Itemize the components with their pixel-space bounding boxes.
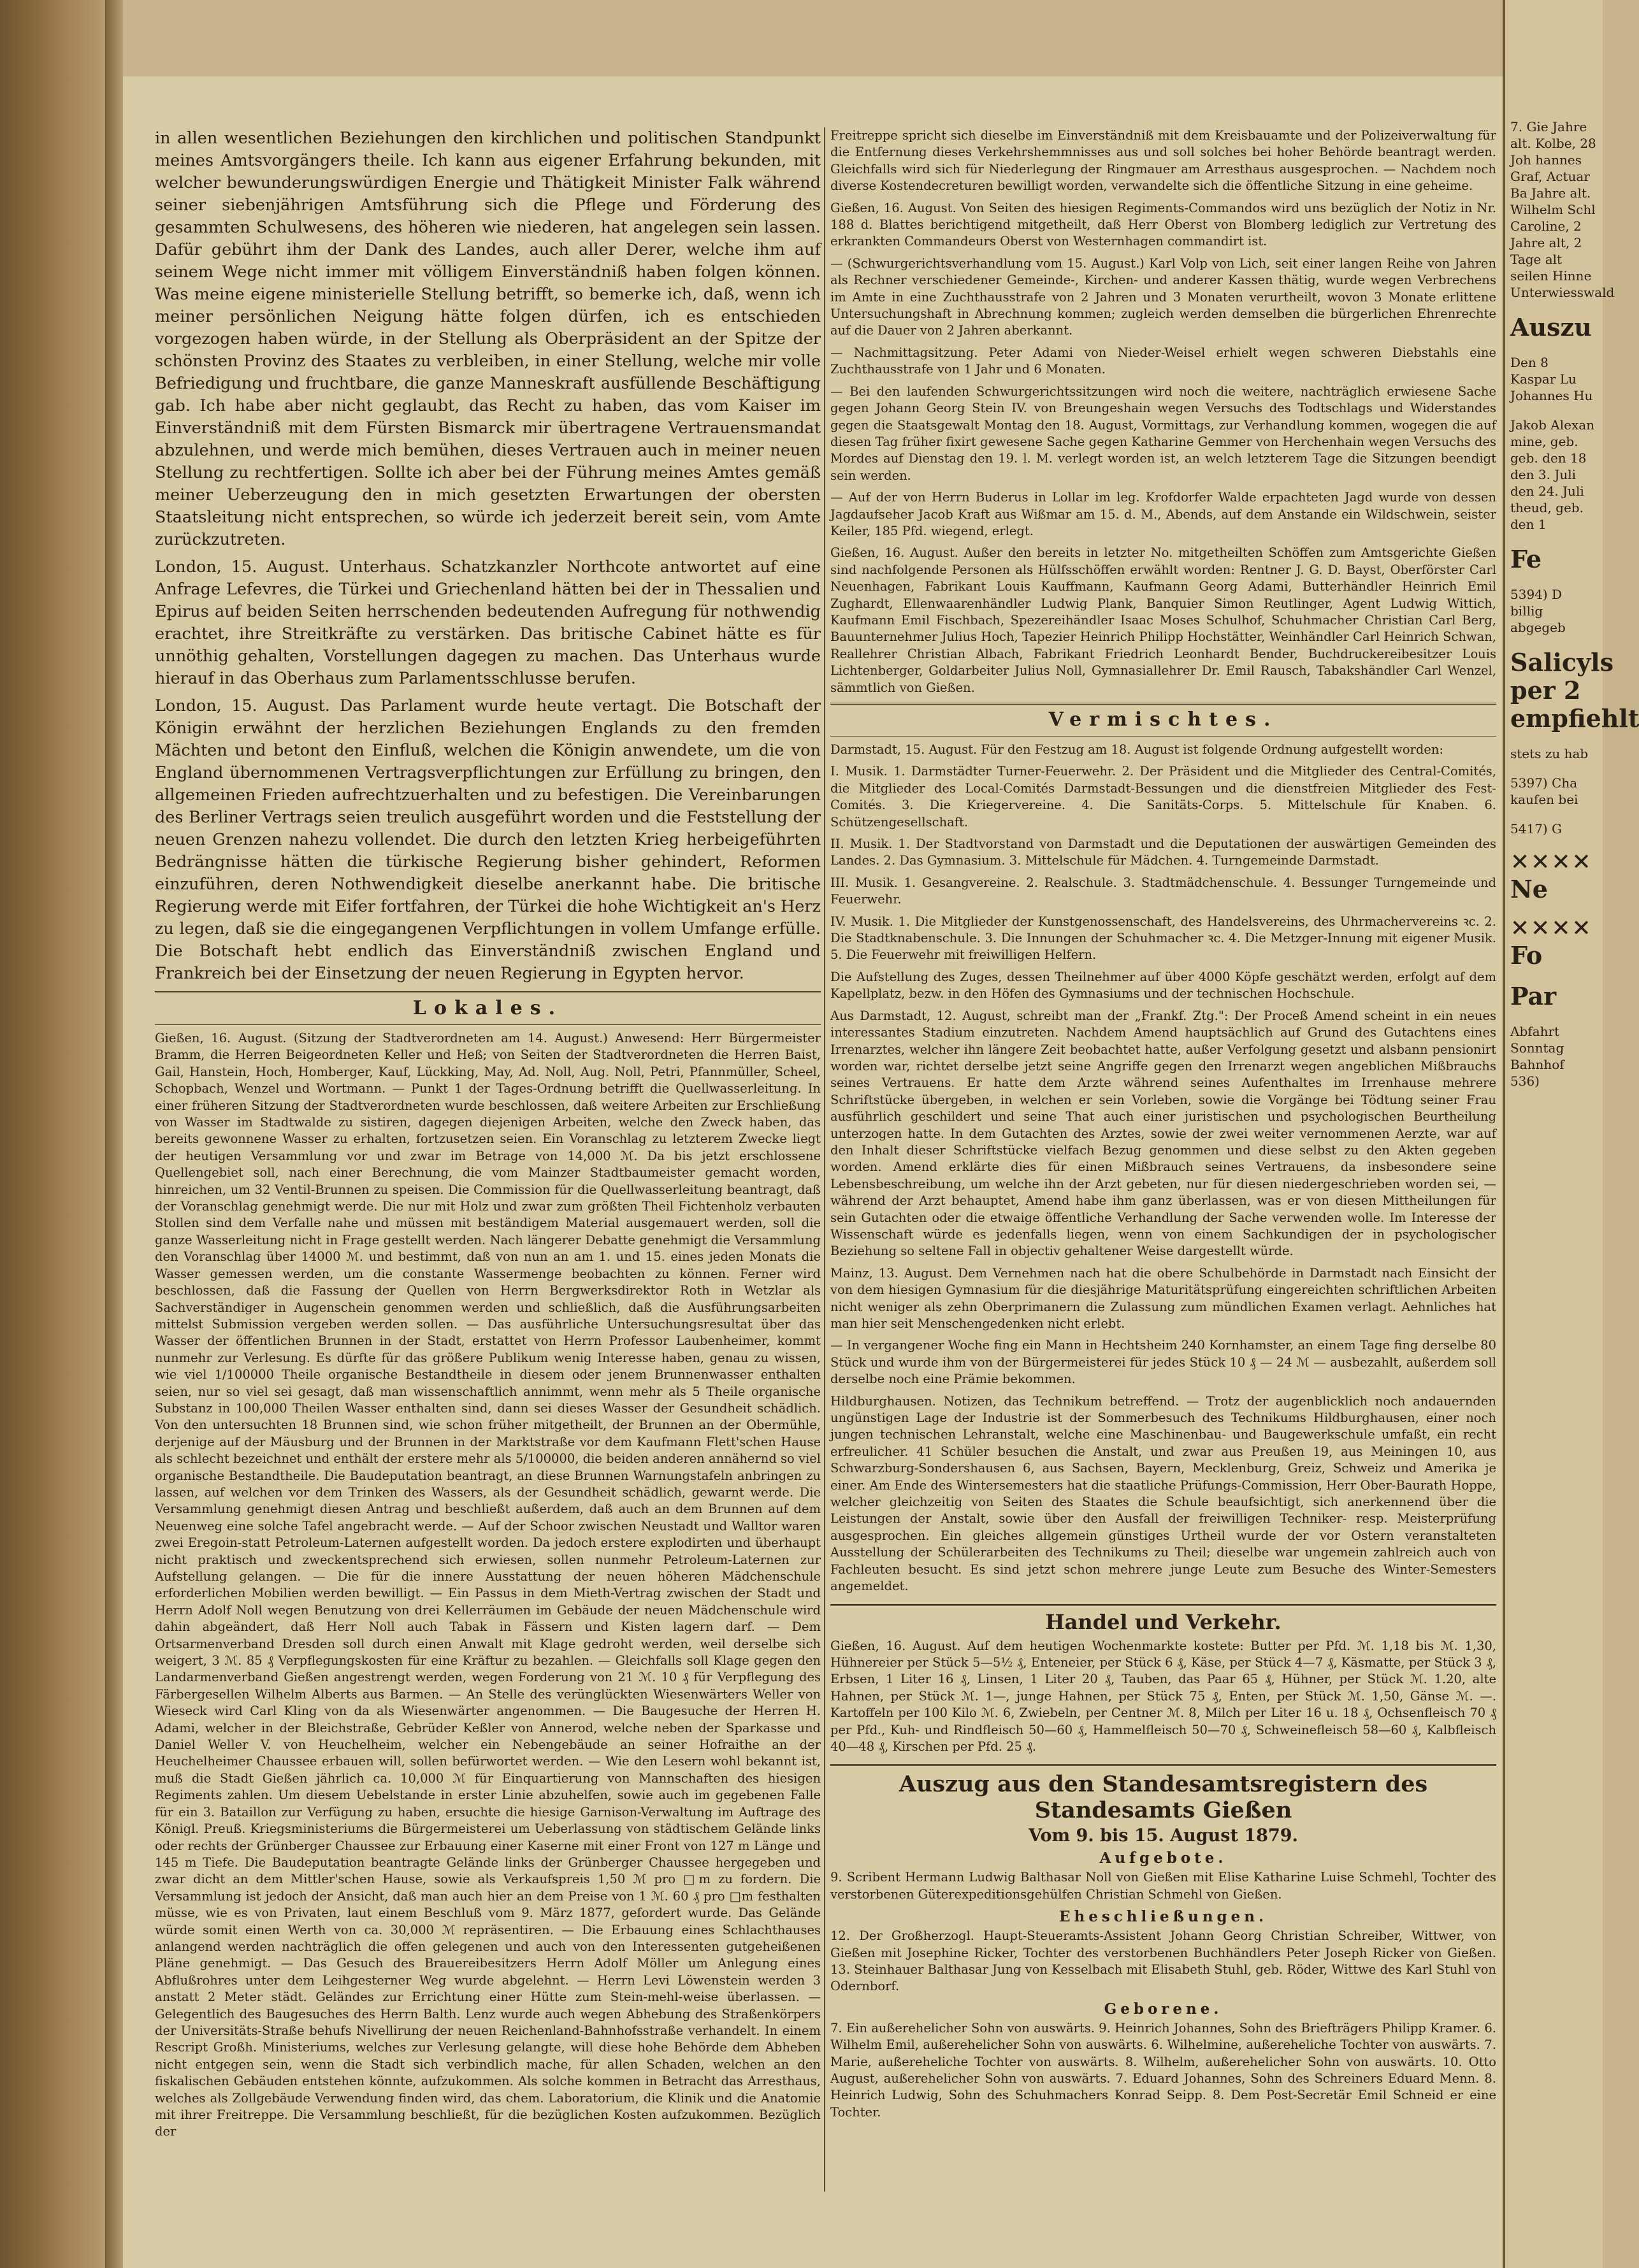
ornament-border: ✕✕✕✕	[1510, 915, 1592, 942]
column-divider	[824, 127, 825, 2192]
adjacent-fragment: stets zu hab	[1510, 746, 1589, 761]
adjacent-fragment: 5417) G	[1510, 821, 1563, 836]
adjacent-fragment: 5394) D billig abgegeb	[1510, 587, 1566, 635]
vermischtes-item: I. Musik. 1. Darmstädter Turner-Feuerwehr. 2. Der Präsident und die Mitglieder des Central-Comités, die Mitglieder des Local-Comités Darmstadt-Bessungen und die dienstfreien Mitglieder des Fest-Comités. 3. Die Kriegervereine. 4. Die Sanitäts-Corps. 5. Mittelschule für Knaben. 6. Schützengesellschaft.	[830, 764, 1496, 829]
vermischtes-item: Die Aufstellung des Zuges, dessen Theilnehmer auf über 4000 Köpfe geschätzt werden, erfolgt auf dem Kapellplatz, bezw. in den Höfen des Gymnasiums und der technischen Hochschule.	[830, 969, 1496, 1001]
article-stein: — Bei den laufenden Schwurgerichtssitzungen wird noch die weitere, nachträglich erwiesene Sache gegen Johann Georg Stein IV. von Breungeshain wegen Versuchs des Todtschlags und Widerstandes gegen die Staatsgewalt Montag den 18. August, Vormittags, zur Verhandlung kommen, wogegen die auf diesen Tag früher fixirt gewesene Sache gegen Katharine Gemmer von Herchenhain wegen Versuchs des Mordes auf Dienstag den 19. l. M. verlegt worden ist, an welch letzterem Tage die Sitzungen beendigt sein werden.	[830, 384, 1496, 483]
ehe-text: 12. Der Großherzogl. Haupt-Steueramts-Assistent Johann Georg Christian Schreiber, Wittwer, von Gießen mit Josephine Ricker, Tochter des verstorbenen Buchhändlers Peter Joseph Ricker von Gießen. 13. Steinhauer Balthasar Jung von Kesselbach mit Elisabeth Stuhl, geb. Röder, Wittwe des Karl Stuhl von Odernborf.	[830, 1928, 1496, 1994]
adjacent-fragment: 5397) Cha kaufen bei	[1510, 775, 1578, 807]
article-nachmittag: — Nachmittagsitzung. Peter Adami von Nieder-Weisel erhielt wegen schweren Diebstahls eine Zuchthausstrafe von 1 Jahr und 6 Monaten.	[830, 345, 1496, 377]
aufgebote-text: 9. Scribent Hermann Ludwig Balthasar Noll von Gießen mit Elise Katharine Luise Schmehl, Tochter des verstorbenen Güterexpeditionsgehülfen Christian Schmehl von Gießen.	[830, 1870, 1496, 1902]
lokales-heading: Lokales.	[155, 991, 821, 1025]
right-column	[830, 127, 1496, 2198]
adjacent-page-edge	[1503, 0, 1639, 2268]
ehe-heading: Eheschließungen.	[1058, 1908, 1268, 1926]
vermischtes-item: III. Musik. 1. Gesangvereine. 2. Realschule. 3. Stadtmädchenschule. 4. Bessunger Turngemeinde und Feuerwehr.	[830, 875, 1496, 907]
handel-section	[830, 1638, 1496, 1756]
lokales-section	[155, 1030, 821, 2141]
adjacent-fragment: Salicyls per 2 empfiehlt	[1510, 648, 1639, 733]
adjacent-fragment: Den 8 Kaspar Lu Johannes Hu	[1510, 355, 1593, 403]
vermischtes-heading: Vermischtes.	[830, 703, 1496, 736]
adjacent-fragment: Ne	[1510, 875, 1548, 903]
lokales-article: Gießen, 16. August. (Sitzung der Stadtverordneten am 14. August.) Anwesend: Herr Bürgermeister Bramm, die Herren Beigeordneten Keller und Heß; von Seiten der Stadtverordneten die Herren Baist, Gail, Hanstein, Hoch, Homberger, Kauf, Lückking, May, Ad. Noll, Aug. Noll, Petri, Pfannmüller, Scheel, Schopbach, Wenzel und Wortmann. — Punkt 1 der Tages-Ordnung betrifft die Quellwasserleitung. In einer früheren Sitzung der Stadtverordneten wurde beschlossen, daß weitere Arbeiten zur Erschließung von Wasser im Stadtwalde zu sistiren, dagegen diejenigen Arbeiten, welche den Zweck haben, das bereits gewonnene Wasser zu erhalten, fortzusetzen seien. Ein Voranschlag zu letzterem Zwecke liegt der heutigen Versammlung vor und zwar im Betrage von 14,000 ℳ. Da bis jetzt erschlossene Quellengebiet soll, nach einer Berechnung, die vom Mainzer Stadtbaumeister gemacht worden, hinreichen, um 32 Ventil-Brunnen zu speisen. Die Commission für die Quellwasserleitung beantragt, daß der Voranschlag genehmigt werde. Die nur mit Holz und zwar zum größten Theil Fichtenholz verbauten Stollen sind dem Verfalle nahe und müssen mit beständigem Material ausgemauert werden, soll die ganze Wasserleitung nicht in Frage gestellt werden. Nach längerer Debatte genehmigt die Versammlung den Voranschlag über 14000 ℳ. und bestimmt, daß von nun an am 1. und 15. eines jeden Monats die Wasser gemessen werden, um die constante Wassermenge beobachten zu können. Ferner wird beschlossen, daß die Fassung der Quellen von Herrn Bergwerksdirektor Roth in Wetzlar als Sachverständiger in Augenschein genommen werden und schließlich, daß die Ausführungsarbeiten mittelst Submission vergeben werden sollen. — Das ausführliche Untersuchungsresultat über das Wasser der öffentlichen Brunnen in der Stadt, erstattet von Herrn Professor Laubenheimer, kommt nunmehr zur Verlesung. Es dürfte für das größere Publikum wenig Interesse haben, genau zu wissen, wie viel 1/100000 Theile organische Bestandtheile in diesem oder jenem Brunnenwasser enthalten seien, nur so viel sei gesagt, daß man wissenschaftlich annimmt, wenn mehr als 5 Theile organische Substanz in 100,000 Theilen Wasser enthalten sind, dann sei dieses Wasser der Gesundheit schädlich. Von den untersuchten 18 Brunnen sind, wie schon früher mitgetheilt, der Brunnen an der Obermühle, derjenige auf der Mäusburg und der Brunnen in der Marktstraße vor dem Kaufmann Flett'schen Hause als schlecht bezeichnet und enthält der erstere mehr als 5/100000, die beiden anderen annähernd so viel organische Bestandtheile. Die Baudeputation beantragt, an diese Brunnen Warnungstafeln anbringen zu lassen, auf welchen vor dem Trinken des Wassers, als der Gesundheit schädlich, gewarnt werde. Die Versammlung genehmigt diesen Antrag und beschließt außerdem, daß auch an dem Brunnen auf dem Neuenweg eine solche Tafel angebracht werde. — Auf der Schoor zwischen Neustadt und Walltor waren zwei Eregoin-statt Petroleum-Laternen aufgestellt worden. Da jedoch erstere explodirten und überhaupt nicht praktisch und zweckentsprechend sich erwiesen, sollen nunmehr Petroleum-Laternen zur Aufstellung gelangen. — Die für die innere Ausstattung der neuen höheren Mädchenschule erforderlichen Mobilien werden bewilligt. — Ein Passus in dem Mieth-Vertrag zwischen der Stadt und Herrn Adolf Noll wegen Benutzung von drei Kellerräumen im Gebäude der neuen Mädchenschule wird dahin abgeändert, daß Herr Noll auch Tabak in Fässern und Kisten lagern darf. — Dem Ortsarmenverband Dresden soll durch einen Anwalt mit Klage gedroht werden, weil derselbe sich weigert, 3 ℳ. 85 ₰ Verpflegungskosten für eine Kräftur zu bezahlen. — Gleichfalls soll Klage gegen den Landarmenverband Gießen angestrengt werden, wegen Forderung von 21 ℳ. 10 ₰ für Verpflegung des Färbergesellen Wilhelm Alberts aus Barmen. — An Stelle des verünglückten Wiesenwärters Weller von Wieseck wird Carl Kling von da als Wiesenwärter angenommen. — Die Baugesuche der Herren H. Adami, welcher in der Bleichstraße, Gebrüder Keßler von Annerod, welche neben der Sparkasse und Daniel Weller V. von Heuchelheim, welcher ein Nebengebäude an seiner Hofraithe an der Heuchelheimer Chaussee erbauen will, sollen befürwortet werden. — Wie den Lesern wohl bekannt ist, muß die Stadt Gießen jährlich ca. 10,000 ℳ für Einquartierung von Mannschaften des hiesigen Regiments zahlen. Um diesem Uebelstande in erster Linie abzuhelfen, sowie auch im gegebenen Falle für ein 3. Bataillon zur Verfügung zu haben, ersuchte die hiesige Garnison-Verwaltung im Auftrage des Königl. Preuß. Kriegsministeriums die Bürgermeisterei um Ueberlassung von städtischem Gelände links oder rechts der Grünberger Chaussee zur Erbauung einer Kaserne mit einer Front von 127 m Länge und 145 m Tiefe. Die Baudeputation beantragte Gelände links der Grünberger Chaussee hergegeben und zwar dicht an dem Mittler'schen Hause, sowie als Verkaufspreis 1,50 ℳ pro □m zu fordern. Die Versammlung ist jedoch der Ansicht, daß man auch hier an dem Preise von 1 ℳ. 60 ₰ pro □m festhalten müsse, wie es von Privaten, laut einem Beschluß vom 9. März 1877, gefordert wurde. Das Gelände würde somit einen Werth von ca. 30,000 ℳ repräsentiren. — Die Erbauung eines Schlachthauses anlangend werden nachträglich die offen gelegenen und auch von den Interessenten gutgeheißenen Pläne genehmigt. — Das Gesuch des Brauereibesitzers Herrn Adolf Möller um Anlegung eines Abflußrohres unter dem Leihgesterner Weg wurde abgelehnt. — Herrn Levi Löwenstein werden 3 anstatt 2 Meter städt. Geländes zur Errichtung einer Hütte zum Stein-mehl-weise überlassen. — Gelegentlich des Baugesuches des Herrn Balth. Lenz wurde auch wegen Abhebung des Straßenkörpers der Universitäts-Straße behufs Nivellirung der neuen Reichenland-Bahnhofsstraße verhandelt. In einem Rescript Großh. Ministeriums, welches zur Verlesung gelangte, will diese hohe Behörde dem Abheben nicht entgegen sein, wenn die Stadt sich verbindlich mache, für allen Schaden, welchen an den fiskalischen Gebäuden entstehen könnte, aufzukommen. Als solche kommen in Betracht das Arresthaus, welches als Zollgebäude Verwendung finden wird, das chem. Laboratorium, die Klinik und die Anatomie mit ihrer Freitreppe. Die Versammlung beschließt, für die bezüglichen Kosten aufzukommen. Bezüglich der	[155, 1031, 821, 2139]
article-regiment: Gießen, 16. August. Von Seiten des hiesigen Regiments-Commandos wird uns bezüglich der Notiz in Nr. 188 d. Blattes berichtigend mitgetheilt, daß Herr Oberst von Blomberg lediglich zur Vertretung des erkrankten Commandeurs Oberst von Westernhagen commandirt ist.	[830, 200, 1496, 249]
vermischtes-section	[830, 742, 1496, 1595]
vermischtes-item: — In vergangener Woche fing ein Mann in Hechtsheim 240 Kornhamster, an einem Tage fing derselbe 80 Stück und wurde ihm von der Bürgermeisterei für jedes Stück 10 ₰ — 24 ℳ — ausbezahlt, außerdem soll derselbe noch eine Prämie bekommen.	[830, 1338, 1496, 1387]
article-schwurgericht: — (Schwurgerichtsverhandlung vom 15. August.) Karl Volp von Lich, seit einer langen Reihe von Jahren als Rechner verschiedener Gemeinde-, Kirchen- und anderer Kassen thätig, wurde wegen Verbrechens im Amte in eine Zuchthausstrafe von 2 Jahren und 3 Monaten verurtheilt, wovon 3 Monate erlittene Untersuchungshaft in Abrechnung kommen; zugleich werden demselben die bürgerlichen Ehrenrechte auf die Dauer von 2 Jahren aberkannt.	[830, 255, 1496, 338]
adjacent-fragment: Auszu	[1510, 313, 1592, 341]
vermischtes-item: Aus Darmstadt, 12. August, schreibt man der „Frankf. Ztg.": Der Proceß Amend scheint in ein neues interessantes Stadium einzutreten. Nachdem Amend hauptsächlich auf Grund des Gutachtens eines Irrenarztes, welcher ihn längere Zeit beobachtet hatte, außer Verfolgung gesetzt und alsbann pensionirt worden war, richtet derselbe jetzt seine Angriffe gegen den Irrenarzt wegen angeblichen Mißbrauchs seines Vertrauens. Er hatte dem Arzte während seines Aufenthaltes im Irrenhause mehrere Schriftstücke übergeben, in welchen er sein Vorleben, sowie die Vorgänge bei Tödtung seiner Frau ausführlich geschildert und seine That auch einer juristischen und psychologischen Beurtheilung unterzogen hatte. In dem Gutachten des Arztes, sowie der zwei weiter vernommenen Aerzte, war auf den Inhalt dieser Schriftstücke vielfach Bezug genommen und diese selbst zu den Akten gegeben worden. Amend erklärte dies für einen Mißbrauch seines Vertrauens, da insbesondere seine Lebensbeschreibung, um welche ihn der Arzt gebeten, nur für diesen niedergeschrieben worden sei, — während der Arzt behauptet, Amend habe ihm ganz überlassen, was er von diesen Mittheilungen für sein Gutachten oder die etwaige öffentliche Verhandlung der Sache verwenden wolle. Im Interesse der Wissenschaft würde es jedenfalls liegen, wenn von einem Sachkundigen der in psychologischer Beziehung so seltene Fall in objectiv gehaltener Weise dargestellt würde.	[830, 1008, 1496, 1259]
adjacent-fragment: Abfahrt Sonntag Bahnhof 536)	[1510, 1024, 1564, 1089]
aufgebote-heading: Aufgebote.	[1099, 1849, 1227, 1867]
article-london-1: London, 15. August. Unterhaus. Schatzkanzler Northcote antwortet auf eine Anfrage Lefevres, die Türkei und Griechenland hätten bei der in Thessalien und Epirus auf beiden Seiten herrschenden bedeutenden Aufregung für nothwendig erachtet, ihre Streitkräfte zu verstärken. Das britische Cabinet hätte es für unnöthig gehalten, Vorstellungen dagegen zu machen. Das Unterhaus wurde hierauf in das Oberhaus zum Parlamentsschlusse berufen.	[155, 557, 821, 688]
adjacent-fragment: Jakob Alexan mine, geb. geb. den 18 den 3. Juli den 24. Juli theud, geb. den 1	[1510, 417, 1595, 532]
right-top-articles	[830, 127, 1496, 696]
article-freitreppe: Freitreppe spricht sich dieselbe im Einverständniß mit dem Kreisbauamte und der Polizeiverwaltung für die Entfernung dieses Verkehrshemmnisses aus und soll solches bei hoher Behörde beantragt werden. Gleichfalls wird sich für Niederlegung der Ringmauer am Arresthaus ausgesprochen. — Nachdem noch diverse Kostendecreturen bewilligt worden, verwandelte sich die öffentliche Sitzung in eine geheime.	[830, 128, 1496, 194]
adjacent-fragment: Fe	[1510, 545, 1542, 573]
market-prices: Gießen, 16. August. Auf dem heutigen Wochenmarkte kostete: Butter per Pfd. ℳ. 1,18 bis ℳ. 1,30, Hühnereier per Stück 5—5½ ₰, Enteneier, per Stück 6 ₰, Käse, per Stück 4—7 ₰, Käsmatte, per Stück 3 ₰, Erbsen, 1 Liter 16 ₰, Linsen, 1 Liter 20 ₰, Tauben, das Paar 65 ₰, Hühner, per Stück ℳ. 1.20, alte Hahnen, per Stück ℳ. 1—, junge Hahnen, per Stück 75 ₰, Enten, per Stück ℳ. 1,50, Gänse ℳ. —. Kartoffeln per 100 Kilo ℳ. 6, Zwiebeln, per Centner ℳ. 8, Milch per Liter 16 u. 18 ₰, Ochsenfleisch 70 ₰ per Pfd., Kuh- und Rindfleisch 50—60 ₰, Hammelfleisch 50—70 ₰, Schweinefleisch 58—60 ₰, Kalbfleisch 40—48 ₰, Kirschen per Pfd. 25 ₰.	[830, 1638, 1496, 1754]
handel-heading: Handel und Verkehr.	[830, 1604, 1496, 1634]
book-binding	[0, 0, 105, 2268]
article-ministry: in allen wesentlichen Beziehungen den kirchlichen und politischen Standpunkt meines Amtsvorgängers theile. Ich kann aus eigener Erfahrung bekunden, mit welcher bewunderungswürdigen Energie und Thätigkeit Minister Falk während seiner siebenjährigen Amtsführung sich die Pflege und Förderung des gesammten Schulwesens, des höheren wie niederen, hat angelegen sein lassen. Dafür gebührt ihm der Dank des Landes, auch aller Derer, welche ihm auf seinem Wege nicht immer mit völligem Einverständniß haben folgen können. Was meine eigene ministerielle Stellung betrifft, so bemerke ich, daß, wenn ich meiner persönlichen Neigung hätte folgen dürfen, ich es entschieden vorgezogen haben würde, in der Stellung als Oberpräsident an der Spitze der schönsten Provinz des Staates zu verbleiben, in einer Stellung, welche mir volle Befriedigung und fruchtbare, die ganze Manneskraft ausfüllende Beschäftigung gab. Ich habe aber nicht geglaubt, das Recht zu haben, das vom Kaiser im Einverständniß mit dem Fürsten Bismarck mir übertragene Vertrauensmandat abzulehnen, und werde mich bemühen, dieses Vertrauen auch in meiner neuen Stellung zu rechtfertigen. Sollte ich aber bei der Führung meines Amtes gemäß meiner Ueberzeugung den in mich gesetzten Erwartungen der obersten Staatsleitung nicht entsprechen, so würde ich jederzeit bereit sein, vom Amte zurückzutreten.	[155, 129, 821, 549]
vermischtes-item: Darmstadt, 15. August. Für den Festzug am 18. August ist folgende Ordnung aufgestellt worden:	[830, 742, 1444, 757]
article-jagd: — Auf der von Herrn Buderus in Lollar im leg. Krofdorfer Walde erpachteten Jagd wurde von dessen Jagdaufseher Jacob Kraft aus Wißmar am 15. d. M., Abends, auf dem Anstande ein Wildschwein, seister Keiler, 185 Pfd. wiegend, erlegt.	[830, 490, 1496, 538]
vermischtes-item: II. Musik. 1. Der Stadtvorstand von Darmstadt und die Deputationen der auswärtigen Gemeinden des Landes. 2. Das Gymnasium. 3. Mittelschule für Mädchen. 4. Turngemeinde Darmstadt.	[830, 836, 1496, 868]
geborene-text: 7. Ein außerehelicher Sohn von auswärts. 9. Heinrich Johannes, Sohn des Briefträgers Philipp Kramer. 6. Wilhelm Emil, außerehelicher Sohn von auswärts. 6. Wilhelmine, außereheliche Tochter von auswärts. 7. Marie, außereheliche Tochter von auswärts. 8. Wilhelm, außerehelicher Sohn von auswärts. 10. Otto August, außerehelicher Sohn von auswärts. 7. Eduard Johannes, Sohn des Schreiners Eduard Menn. 8. Heinrich Ludwig, Sohn des Schuhmachers Konrad Seipp. 8. Dem Post-Secretär Emil Schneid er eine Tochter.	[830, 2020, 1496, 2120]
left-top-articles	[155, 127, 821, 985]
left-column	[155, 127, 821, 2198]
register-heading: Auszug aus den Standesamtsregistern des Standesamts Gießen	[830, 1764, 1496, 1823]
adjacent-fragment: Par	[1510, 982, 1557, 1010]
vermischtes-item: Hildburghausen. Notizen, das Technikum betreffend. — Trotz der augenblicklich noch andauernden ungünstigen Lage der Industrie ist der Sommerbesuch des Technikums Hildburghausen, einer noch jungen technischen Lehranstalt, welche eine Maschinenbau- und Baugewerkschule umfaßt, ein recht erfreulicher. 41 Schüler besuchen die Anstalt, und zwar aus Preußen 19, aus Meiningen 10, aus Schwarzburg-Sondershausen 6, aus Sachsen, Bayern, Mecklenburg, Greiz, Schweiz und Amerika je einer. Am Ende des Wintersemesters hat die staatliche Prüfungs-Commission, Herr Ober-Baurath Hoppe, welcher gleichzeitig von Seiten des Staates die Schule beaufsichtigt, sich anerkennend über die Leistungen der Anstalt, sowie über den Ausfall der freiwilligen Techniker- resp. Meisterprüfung ausgesprochen. Ein gleiches allgemein günstiges Urtheil wurde der vor Ostern veranstalteten Ausstellung der Schülerarbeiten des Technikums zu Theil; dieselbe war ungemein zahlreich auch von Fachleuten besucht. Es sind jetzt schon mehrere junge Leute zum Besuche des Winter-Semesters angemeldet.	[830, 1393, 1496, 1594]
adjacent-page-text	[1505, 0, 1639, 1106]
adjacent-fragment: Fo	[1510, 941, 1543, 970]
newspaper-page	[123, 76, 1503, 2268]
geborene-heading: Geborene.	[1104, 2000, 1223, 2018]
article-london-2: London, 15. August. Das Parlament wurde heute vertagt. Die Botschaft der Königin erwähnt der herzlichen Beziehungen Englands zu den fremden Mächten und betont den Einfluß, welchen die Königin anwendete, um die von England übernommenen Vertragsverpflichtungen zur Erfüllung zu bringen, den allgemeinen Frieden aufrechtzuerhalten und zu befestigen. Die Vereinbarungen des Berliner Vertrags seien treulich ausgeführt worden und die Feststellung der neuen Grenzen nahezu vollendet. Die durch den letzten Krieg herbeigeführten Bedrängnisse hätten die türkische Regierung bisher gehindert, Reformen einzuführen, deren Nothwendigkeit dieselbe anerkannt habe. Die britische Regierung werde mit Eifer fortfahren, der Türkei die hohe Wichtigkeit an's Herz zu legen, daß sie die eingegangenen Verpflichtungen in vollem Umfange erfülle. Die Botschaft hebt endlich das Einverständniß zwischen England und Frankreich bei der Einsetzung der neuen Regierung in Egypten hervor.	[155, 696, 821, 983]
vermischtes-item: Mainz, 13. August. Dem Vernehmen nach hat die obere Schulbehörde in Darmstadt nach Einsicht der von dem hiesigen Gymnasium für die diesjährige Maturitätsprüfung eingereichten schriftlichen Arbeiten nicht weniger als zehn Oberprimanern die Zulassung zum mündlichen Examen verlagt. Aehnliches hat man hier seit Menschengedenken nicht erlebt.	[830, 1265, 1496, 1331]
binding-edge	[105, 0, 123, 2268]
ornament-border: ✕✕✕✕	[1510, 849, 1592, 875]
vermischtes-item: IV. Musik. 1. Die Mitglieder der Kunstgenossenschaft, des Handelsvereins, des Uhrmachervereins ꝛc. 2. Die Stadtknabenschule. 3. Die Innungen der Schuhmacher ꝛc. 4. Die Metzger-Innung mit eigener Musik. 5. Die Feuerwehr mit freiwilligen Helfern.	[830, 914, 1496, 963]
register-subheading: Vom 9. bis 15. August 1879.	[1029, 1826, 1298, 1846]
article-schoeffen: Gießen, 16. August. Außer den bereits in letzter No. mitgetheilten Schöffen zum Amtsgerichte Gießen sind nachfolgende Personen als Hülfsschöffen erwählt worden: Rentner J. G. D. Bayst, Oberförster Carl Neuenhagen, Fabrikant Louis Kauffmann, Kaufmann Georg Adami, Butterhändler Heinrich Emil Zughardt, Ellenwaarenhändler Ludwig Plank, Banquier Simon Reutlinger, Agent Ludwig Wittich, Kaufmann Emil Fischbach, Spezereihändler Isaac Moses Schulhof, Schuhmacher Christian Carl Berg, Bauunternehmer Julius Hoch, Tapezier Heinrich Philipp Hochstätter, Weinhändler Carl Heinrich Schwan, Reallehrer Christian Albach, Fabrikant Friedrich Leonhardt Bender, Buchdruckereibesitzer Louis Lichtenberger, Goldarbeiter Julius Noll, Gymnasiallehrer Dr. Emil Rausch, Tabakshändler Carl Wenzel, sämmtlich von Gießen.	[830, 545, 1496, 695]
adjacent-fragment: 7. Gie Jahre alt. Kolbe, 28 Joh hannes Graf, Actuar Ba Jahre alt. Wilhelm Schl Caroline, 2 Jahre alt, 2 Tage alt seilen Hinne Unterwiesswald	[1510, 119, 1615, 300]
